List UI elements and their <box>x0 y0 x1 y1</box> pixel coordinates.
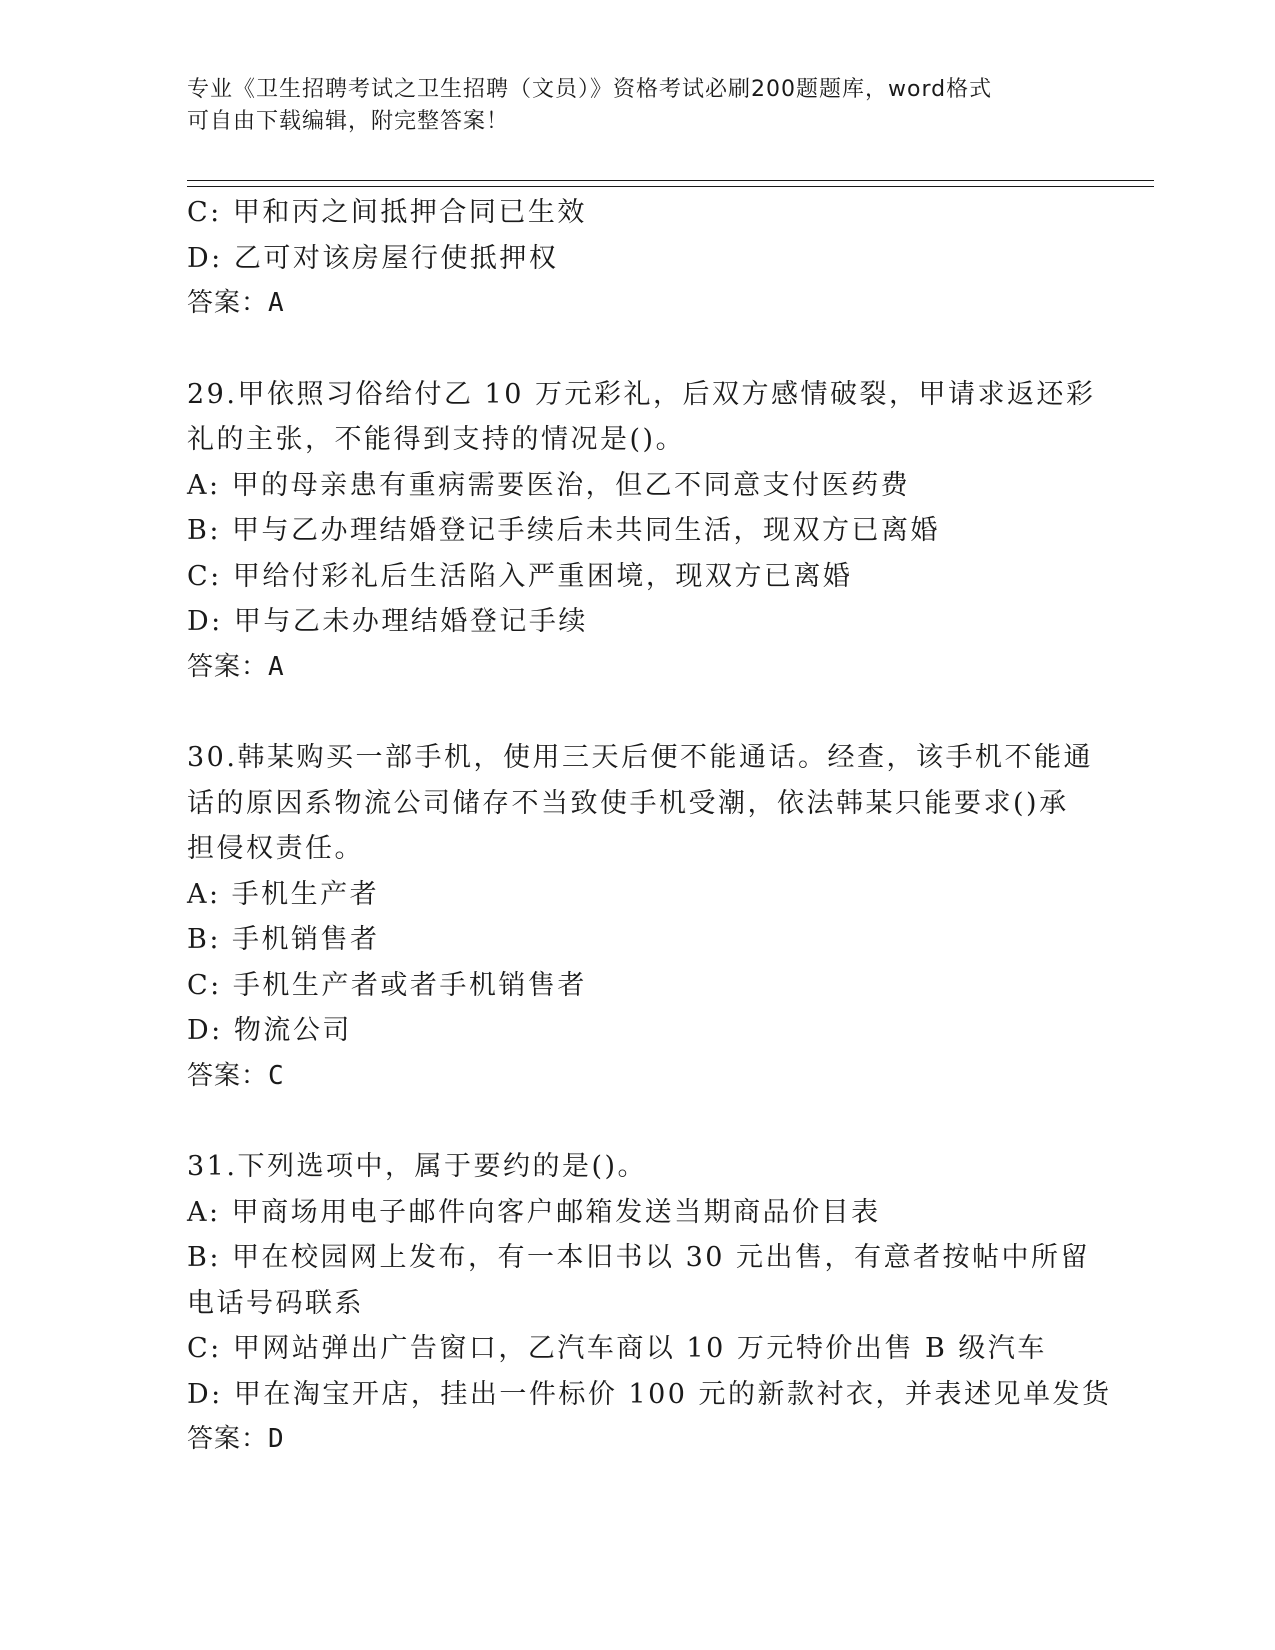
answer-label: 答案： <box>187 651 269 682</box>
answer-label: 答案： <box>187 1424 269 1454</box>
document-body <box>187 190 1112 1463</box>
option-line: B: 甲与乙办理结婚登记手续后未共同生活，现双方已离婚 <box>187 515 941 546</box>
answer-label: 答案： <box>187 1060 269 1091</box>
question-stem-line: 话的原因系物流公司储存不当致使手机受潮，依法韩某只能要求()承 <box>187 787 1069 819</box>
answer-value: C <box>268 1060 285 1091</box>
document-header <box>187 74 1087 138</box>
question-stem-line: 30.韩某购买一部手机，使用三天后便不能通话。经查，该手机不能通 <box>187 742 1093 773</box>
header-rule-bottom <box>187 186 1154 187</box>
answer-value: D <box>268 1424 285 1454</box>
answer-line <box>187 1417 1087 1463</box>
option-line-continued: 电话号码联系 <box>187 1287 364 1319</box>
answer-line <box>187 1054 1087 1100</box>
option-line: C: 手机生产者或者手机销售者 <box>187 969 587 1001</box>
option-line: B: 手机销售者 <box>187 924 380 955</box>
option-line: C: 甲给付彩礼后生活陷入严重困境，现双方已离婚 <box>187 560 853 592</box>
question-31 <box>187 1144 1112 1463</box>
question-stem-line: 担侵权责任。 <box>187 833 364 864</box>
question-stem-line: 礼的主张，不能得到支持的情况是()。 <box>187 424 686 455</box>
option-line: B: 甲在校园网上发布，有一本旧书以 30 元出售，有意者按帖中所留 <box>187 1242 1091 1273</box>
answer-value: A <box>268 288 285 318</box>
header-rule-top <box>187 180 1154 181</box>
answer-line <box>187 281 1087 327</box>
header-line-1: 专业《卫生招聘考试之卫生招聘（文员）》资格考试必刷200题题库，word格式 <box>187 77 993 102</box>
question-30 <box>187 735 1093 1099</box>
header-line-2: 可自由下载编辑，附完整答案！ <box>187 109 510 134</box>
question-29 <box>187 372 1096 691</box>
carryover-block <box>187 190 1087 327</box>
option-line: A: 甲的母亲患有重病需要医治，但乙不同意支付医药费 <box>187 469 911 501</box>
answer-label: 答案： <box>187 288 269 318</box>
option-line: D: 甲在淘宝开店，挂出一件标价 100 元的新款衬衣，并表述见单发货 <box>187 1378 1112 1410</box>
option-line: A: 甲商场用电子邮件向客户邮箱发送当期商品价目表 <box>187 1196 881 1228</box>
option-line: C: 甲和丙之间抵押合同已生效 <box>187 197 587 228</box>
question-stem-line: 31.下列选项中，属于要约的是()。 <box>187 1151 648 1182</box>
option-line: A: 手机生产者 <box>187 878 380 910</box>
answer-line <box>187 645 1087 691</box>
option-line: D: 甲与乙未办理结婚登记手续 <box>187 606 588 637</box>
option-line: D: 乙可对该房屋行使抵押权 <box>187 242 559 274</box>
option-line: C: 甲网站弹出广告窗口，乙汽车商以 10 万元特价出售 B 级汽车 <box>187 1333 1047 1364</box>
option-line: D: 物流公司 <box>187 1015 352 1046</box>
question-stem-line: 29.甲依照习俗给付乙 10 万元彩礼，后双方感情破裂，甲请求返还彩 <box>187 378 1096 410</box>
answer-value: A <box>268 651 285 682</box>
